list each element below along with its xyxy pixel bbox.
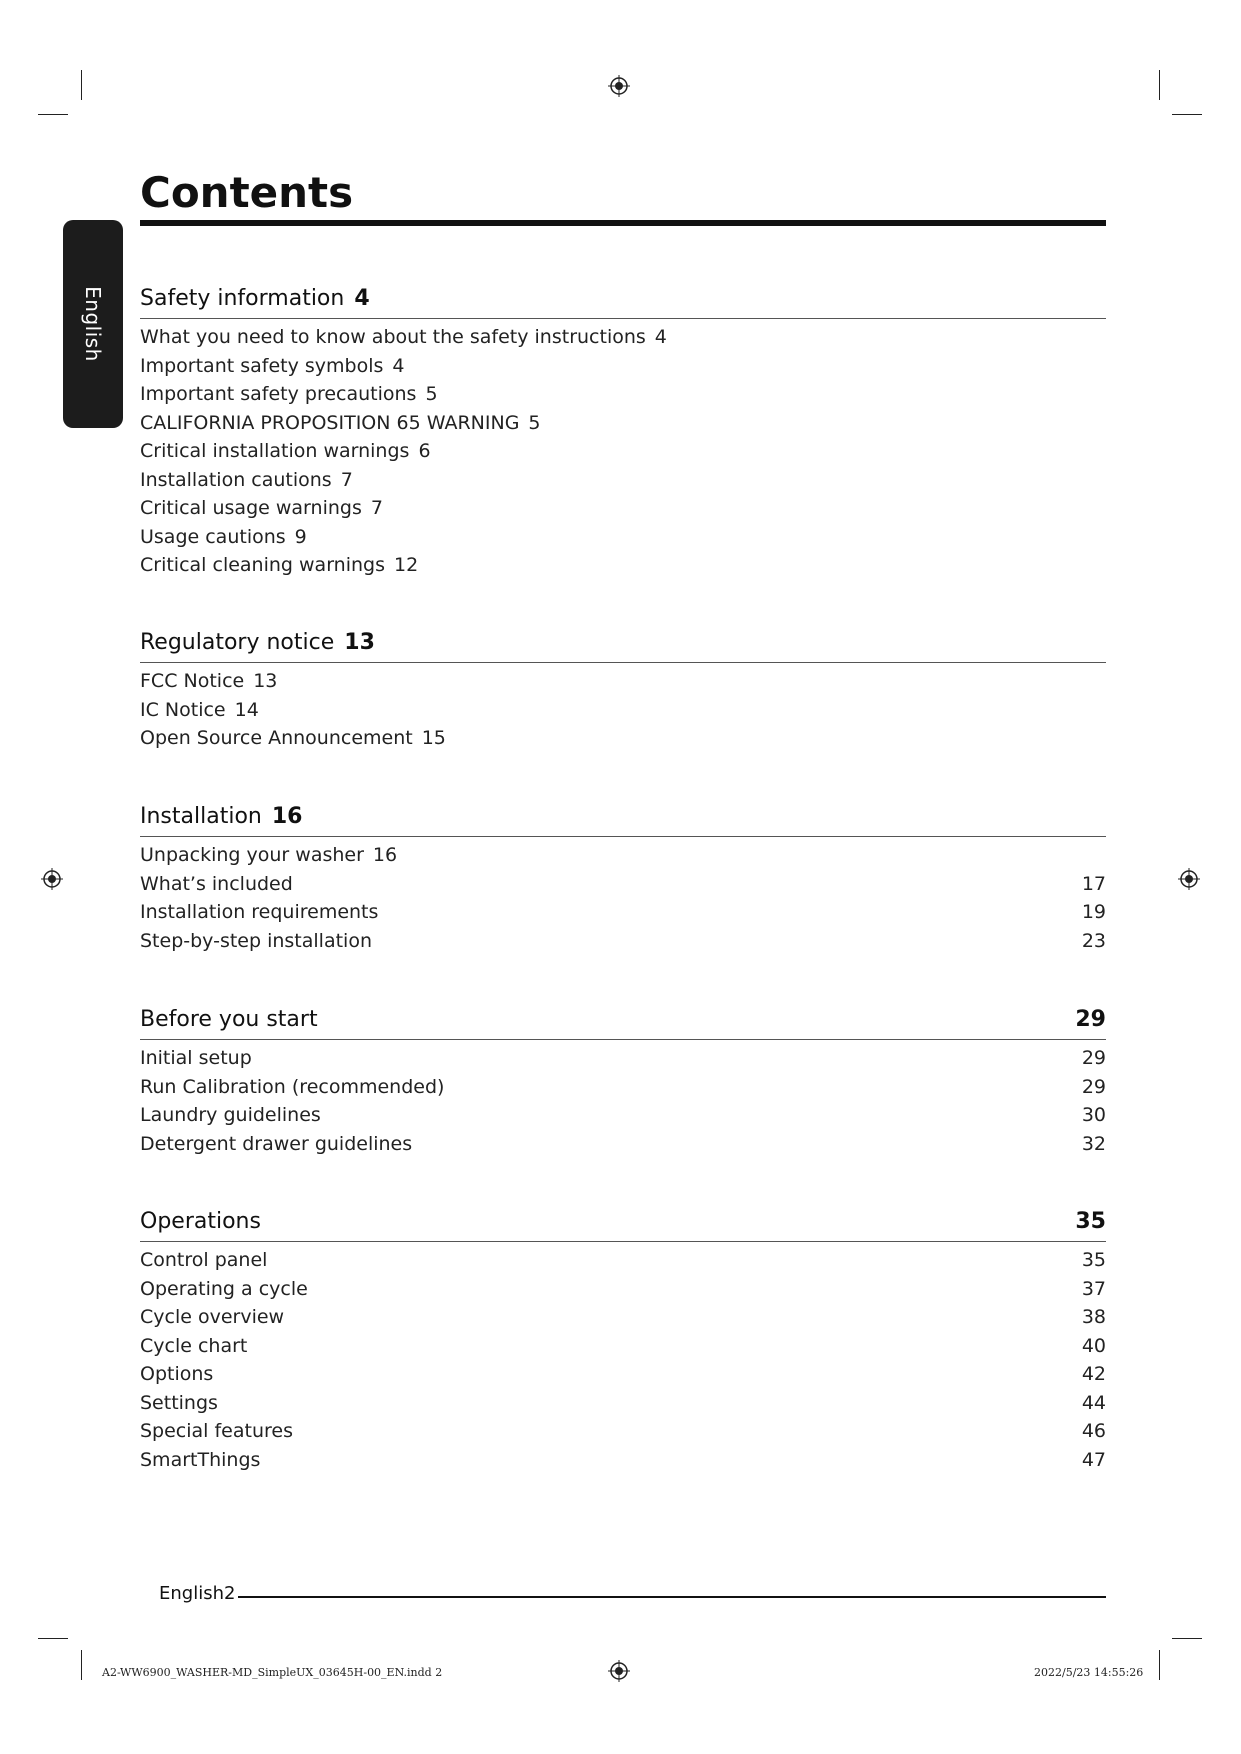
- crop-mark: [1172, 1638, 1202, 1639]
- section-page-number: 13: [344, 630, 375, 655]
- registration-mark-icon: [1178, 868, 1200, 890]
- section-page-number: 35: [1075, 1209, 1106, 1234]
- registration-mark-icon: [41, 868, 63, 890]
- toc-section: [140, 630, 1106, 753]
- toc-entry-label: Cycle chart: [140, 1334, 248, 1357]
- toc-entry-label: Options: [140, 1363, 214, 1385]
- crop-mark: [1172, 114, 1202, 115]
- crop-mark: [1159, 70, 1160, 100]
- registration-mark-icon: [608, 1660, 630, 1682]
- toc-entry[interactable]: [140, 437, 1106, 466]
- toc-entry-page: 16: [372, 844, 398, 866]
- toc-entry-label: Run Calibration (recommended): [140, 1075, 445, 1098]
- toc-entry[interactable]: [140, 551, 1106, 580]
- toc-entry-page: 7: [340, 468, 353, 491]
- toc-entry-label: CALIFORNIA PROPOSITION 65 WARNING: [140, 411, 520, 434]
- toc-entry[interactable]: [140, 927, 1106, 956]
- toc-entry[interactable]: [140, 1417, 1106, 1446]
- language-tab: [63, 220, 123, 428]
- toc-entry-label: Detergent drawer guidelines: [140, 1132, 413, 1155]
- toc-entry-label: IC Notice: [140, 698, 226, 721]
- registration-mark-icon: [608, 75, 630, 97]
- toc-entry-page: 12: [394, 554, 419, 576]
- toc-entry-label: What’s included: [140, 872, 293, 895]
- toc-entry[interactable]: [140, 1044, 1106, 1073]
- toc-entry-page: 7: [370, 497, 383, 519]
- toc-entry-label: What you need to know about the safety instructions: [140, 326, 646, 348]
- toc-entry-page: 17: [1081, 872, 1106, 895]
- toc-entry-label: Laundry guidelines: [140, 1104, 321, 1126]
- toc-entry[interactable]: [140, 1275, 1106, 1304]
- toc-entry-label: Critical installation warnings: [140, 440, 410, 462]
- toc-entry-page: 9: [294, 525, 307, 548]
- toc-entry[interactable]: [140, 898, 1106, 927]
- toc-entry-label: SmartThings: [140, 1448, 261, 1471]
- toc-entry-label: Installation cautions: [140, 468, 332, 491]
- toc-entry-label: Open Source Announcement: [140, 727, 413, 749]
- toc-entry[interactable]: [140, 409, 1106, 438]
- toc-entry[interactable]: [140, 667, 1106, 696]
- toc-items: [140, 841, 1106, 955]
- toc-section-heading[interactable]: [140, 286, 1106, 319]
- toc-entry-label: Cycle overview: [140, 1306, 285, 1328]
- toc-entry[interactable]: [140, 724, 1106, 753]
- toc-entry-page: 23: [1081, 929, 1106, 952]
- toc-entry-label: Unpacking your washer: [140, 844, 364, 866]
- toc-entry-page: 40: [1081, 1334, 1106, 1357]
- toc-entry[interactable]: [140, 1446, 1106, 1475]
- toc-items: [140, 667, 1106, 753]
- toc-entry[interactable]: [140, 841, 1106, 870]
- toc-entry[interactable]: [140, 380, 1106, 409]
- language-tab-label: English: [81, 286, 105, 362]
- toc-entry-page: 42: [1081, 1363, 1106, 1385]
- title-rule: [140, 220, 1106, 226]
- toc-section-heading[interactable]: [140, 630, 1106, 663]
- toc-entry-page: 29: [1081, 1075, 1106, 1098]
- toc-entry[interactable]: [140, 1389, 1106, 1418]
- section-heading-label: Regulatory notice: [140, 630, 335, 655]
- toc-entry[interactable]: [140, 1073, 1106, 1102]
- toc-entry[interactable]: [140, 1246, 1106, 1275]
- footer-language: English: [159, 1583, 224, 1604]
- toc-entry[interactable]: [140, 323, 1106, 352]
- section-page-number: 16: [271, 804, 303, 829]
- toc-entry[interactable]: [140, 1303, 1106, 1332]
- crop-mark: [38, 1638, 68, 1639]
- toc-entry[interactable]: [140, 870, 1106, 899]
- footer-rule: [238, 1596, 1106, 1598]
- page-title: Contents: [140, 168, 354, 217]
- toc-entry-page: 35: [1081, 1249, 1106, 1271]
- toc-entry-label: Control panel: [140, 1249, 268, 1271]
- toc-entry-page: 6: [418, 440, 431, 462]
- toc-section-heading[interactable]: [140, 1209, 1106, 1242]
- toc-entry-page: 30: [1081, 1104, 1106, 1126]
- toc-entry[interactable]: [140, 494, 1106, 523]
- toc-section: [140, 804, 1106, 955]
- toc-entry-label: Critical usage warnings: [140, 497, 362, 519]
- toc-entry[interactable]: [140, 523, 1106, 552]
- toc-entry-page: 47: [1081, 1448, 1106, 1471]
- crop-mark: [38, 114, 68, 115]
- toc-entry-page: 37: [1081, 1277, 1106, 1300]
- crop-mark: [81, 70, 82, 100]
- section-heading-label: Before you start: [140, 1007, 318, 1032]
- toc-entry-label: FCC Notice: [140, 670, 245, 692]
- crop-mark: [1159, 1650, 1160, 1680]
- section-heading-label: Installation: [140, 804, 262, 829]
- toc-entry-page: 13: [253, 670, 278, 692]
- toc-entry-label: Special features: [140, 1420, 293, 1442]
- footer-page-label: [159, 1583, 235, 1604]
- toc-entry-label: Important safety symbols: [140, 354, 384, 377]
- toc-entry[interactable]: [140, 1332, 1106, 1361]
- toc-section: [140, 1007, 1106, 1158]
- toc-entry-label: Operating a cycle: [140, 1277, 308, 1300]
- section-page-number: 29: [1075, 1007, 1106, 1032]
- toc-entry[interactable]: [140, 1360, 1106, 1389]
- toc-section-heading[interactable]: [140, 1007, 1106, 1040]
- toc-entry-page: 29: [1081, 1047, 1106, 1069]
- crop-mark: [81, 1650, 82, 1680]
- toc-entry-label: Critical cleaning warnings: [140, 554, 385, 576]
- toc-entry-page: 15: [421, 727, 446, 749]
- toc-entry-label: Initial setup: [140, 1047, 252, 1069]
- toc-entry-page: 44: [1081, 1391, 1106, 1414]
- toc-entry-page: 5: [528, 411, 541, 434]
- toc-entry[interactable]: [140, 1101, 1106, 1130]
- toc-entry-label: Installation requirements: [140, 901, 379, 923]
- section-page-number: 4: [354, 286, 370, 311]
- section-heading-label: Safety information: [140, 286, 345, 311]
- toc-section-heading[interactable]: [140, 804, 1106, 837]
- toc-entry[interactable]: [140, 1130, 1106, 1159]
- toc-entry-page: 32: [1081, 1132, 1106, 1155]
- slug-timestamp: 2022/5/23 14:55:26: [1034, 1666, 1144, 1679]
- toc-entry-page: 19: [1081, 901, 1106, 923]
- toc-entry-label: Step-by-step installation: [140, 929, 372, 952]
- toc-entry-page: 4: [392, 354, 405, 377]
- toc-items: [140, 323, 1106, 580]
- toc-items: [140, 1246, 1106, 1474]
- toc-entry[interactable]: [140, 696, 1106, 725]
- toc-entry-page: 14: [234, 698, 259, 721]
- toc-entry-page: 46: [1081, 1420, 1106, 1442]
- toc-section: [140, 1209, 1106, 1474]
- toc-items: [140, 1044, 1106, 1158]
- toc-entry-label: Usage cautions: [140, 525, 286, 548]
- toc-section: [140, 286, 1106, 580]
- toc-entry[interactable]: [140, 352, 1106, 381]
- slug-filename: A2-WW6900_WASHER-MD_SimpleUX_03645H-00_EN.indd 2: [102, 1666, 443, 1679]
- toc-entry-label: Important safety precautions: [140, 383, 417, 405]
- toc-entry-page: 5: [425, 383, 438, 405]
- toc-entry-page: 4: [654, 326, 667, 348]
- toc-entry-page: 38: [1081, 1306, 1106, 1328]
- toc-entry-label: Settings: [140, 1391, 218, 1414]
- footer-page-number: 2: [224, 1583, 236, 1604]
- toc-entry[interactable]: [140, 466, 1106, 495]
- section-heading-label: Operations: [140, 1209, 261, 1234]
